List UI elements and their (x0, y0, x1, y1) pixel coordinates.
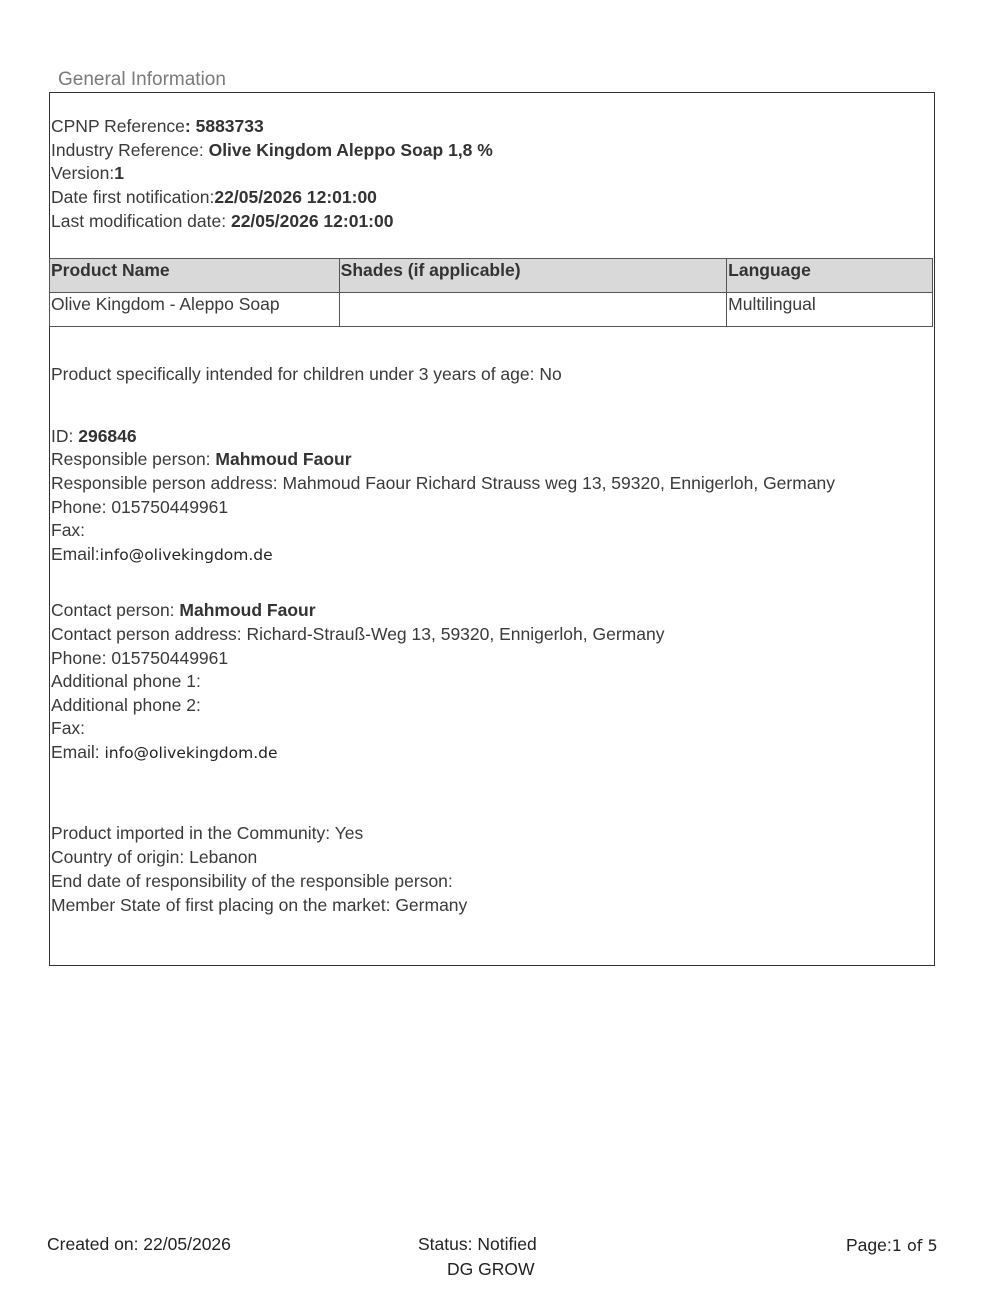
end-date-responsibility: End date of responsibility of the responsible person: (51, 871, 453, 891)
contact-person-value: Mahmoud Faour (179, 600, 316, 620)
responsible-id-value: 296846 (78, 426, 137, 446)
table-row (50, 293, 933, 327)
responsible-fax: Fax: (51, 520, 86, 540)
created-on: Created on: 22/05/2026 (47, 1234, 231, 1254)
responsible-email: Email:info@olivekingdom.de (51, 544, 273, 564)
organization: DG GROW (447, 1259, 535, 1279)
contact-person: Contact person: Mahmoud Faour (51, 600, 316, 620)
last-modification-date-value: 22/05/2026 12:01:00 (230, 211, 394, 231)
responsible-person: Responsible person: Mahmoud Faour (51, 449, 352, 469)
cpnp-reference: CPNP Reference: 5883733 (51, 116, 264, 136)
industry-reference: Industry Reference: Olive Kingdom Aleppo Soap 1,8 % (51, 140, 493, 160)
product-name-cell: Olive Kingdom - Aleppo Soap (50, 293, 340, 327)
responsible-phone: Phone: 015750449961 (51, 497, 229, 517)
member-state: Member State of first placing on the market: Germany (51, 895, 468, 915)
contact-email: Email: info@olivekingdom.de (51, 742, 278, 762)
contact-additional-phone-1: Additional phone 1: (51, 671, 201, 691)
shades-cell (339, 293, 727, 327)
language-header: Language (727, 259, 933, 293)
product-imported: Product imported in the Community: Yes (51, 823, 364, 843)
shades-header: Shades (if applicable) (339, 259, 727, 293)
status: Status: Notified (418, 1234, 537, 1254)
version: Version:1 (51, 163, 124, 183)
responsible-email-value: info@olivekingdom.de (99, 546, 273, 564)
contact-address: Contact person address: Richard-Strauß-Weg 13, 59320, Ennigerloh, Germany (51, 624, 665, 644)
date-first-notification-value: 22/05/2026 12:01:00 (214, 187, 377, 207)
responsible-person-value: Mahmoud Faour (215, 449, 352, 469)
cpnp-reference-value: : 5883733 (184, 116, 264, 136)
industry-reference-value: Olive Kingdom Aleppo Soap 1,8 % (208, 140, 493, 160)
country-of-origin: Country of origin: Lebanon (51, 847, 258, 867)
language-cell: Multilingual (727, 293, 933, 327)
children-under-3: Product specifically intended for children under 3 years of age: No (51, 364, 562, 384)
product-table-header (50, 259, 933, 293)
contact-email-value: info@olivekingdom.de (104, 744, 278, 762)
last-modification-date: Last modification date: 22/05/2026 12:01:00 (51, 211, 394, 231)
version-value: 1 (114, 163, 124, 183)
contact-additional-phone-2: Additional phone 2: (51, 695, 201, 715)
responsible-id: ID: 296846 (51, 426, 137, 446)
product-table (49, 258, 933, 327)
section-title: General Information (58, 69, 226, 90)
date-first-notification: Date first notification:22/05/2026 12:01:00 (51, 187, 377, 207)
responsible-address: Responsible person address: Mahmoud Faour Richard Strauss weg 13, 59320, Ennigerloh, Germany (51, 473, 836, 493)
contact-fax: Fax: (51, 718, 86, 738)
page-number: Page:1 of 5 (846, 1235, 938, 1255)
contact-phone: Phone: 015750449961 (51, 648, 229, 668)
page-number-value: 1 of 5 (891, 1236, 938, 1255)
product-name-header: Product Name (50, 259, 340, 293)
